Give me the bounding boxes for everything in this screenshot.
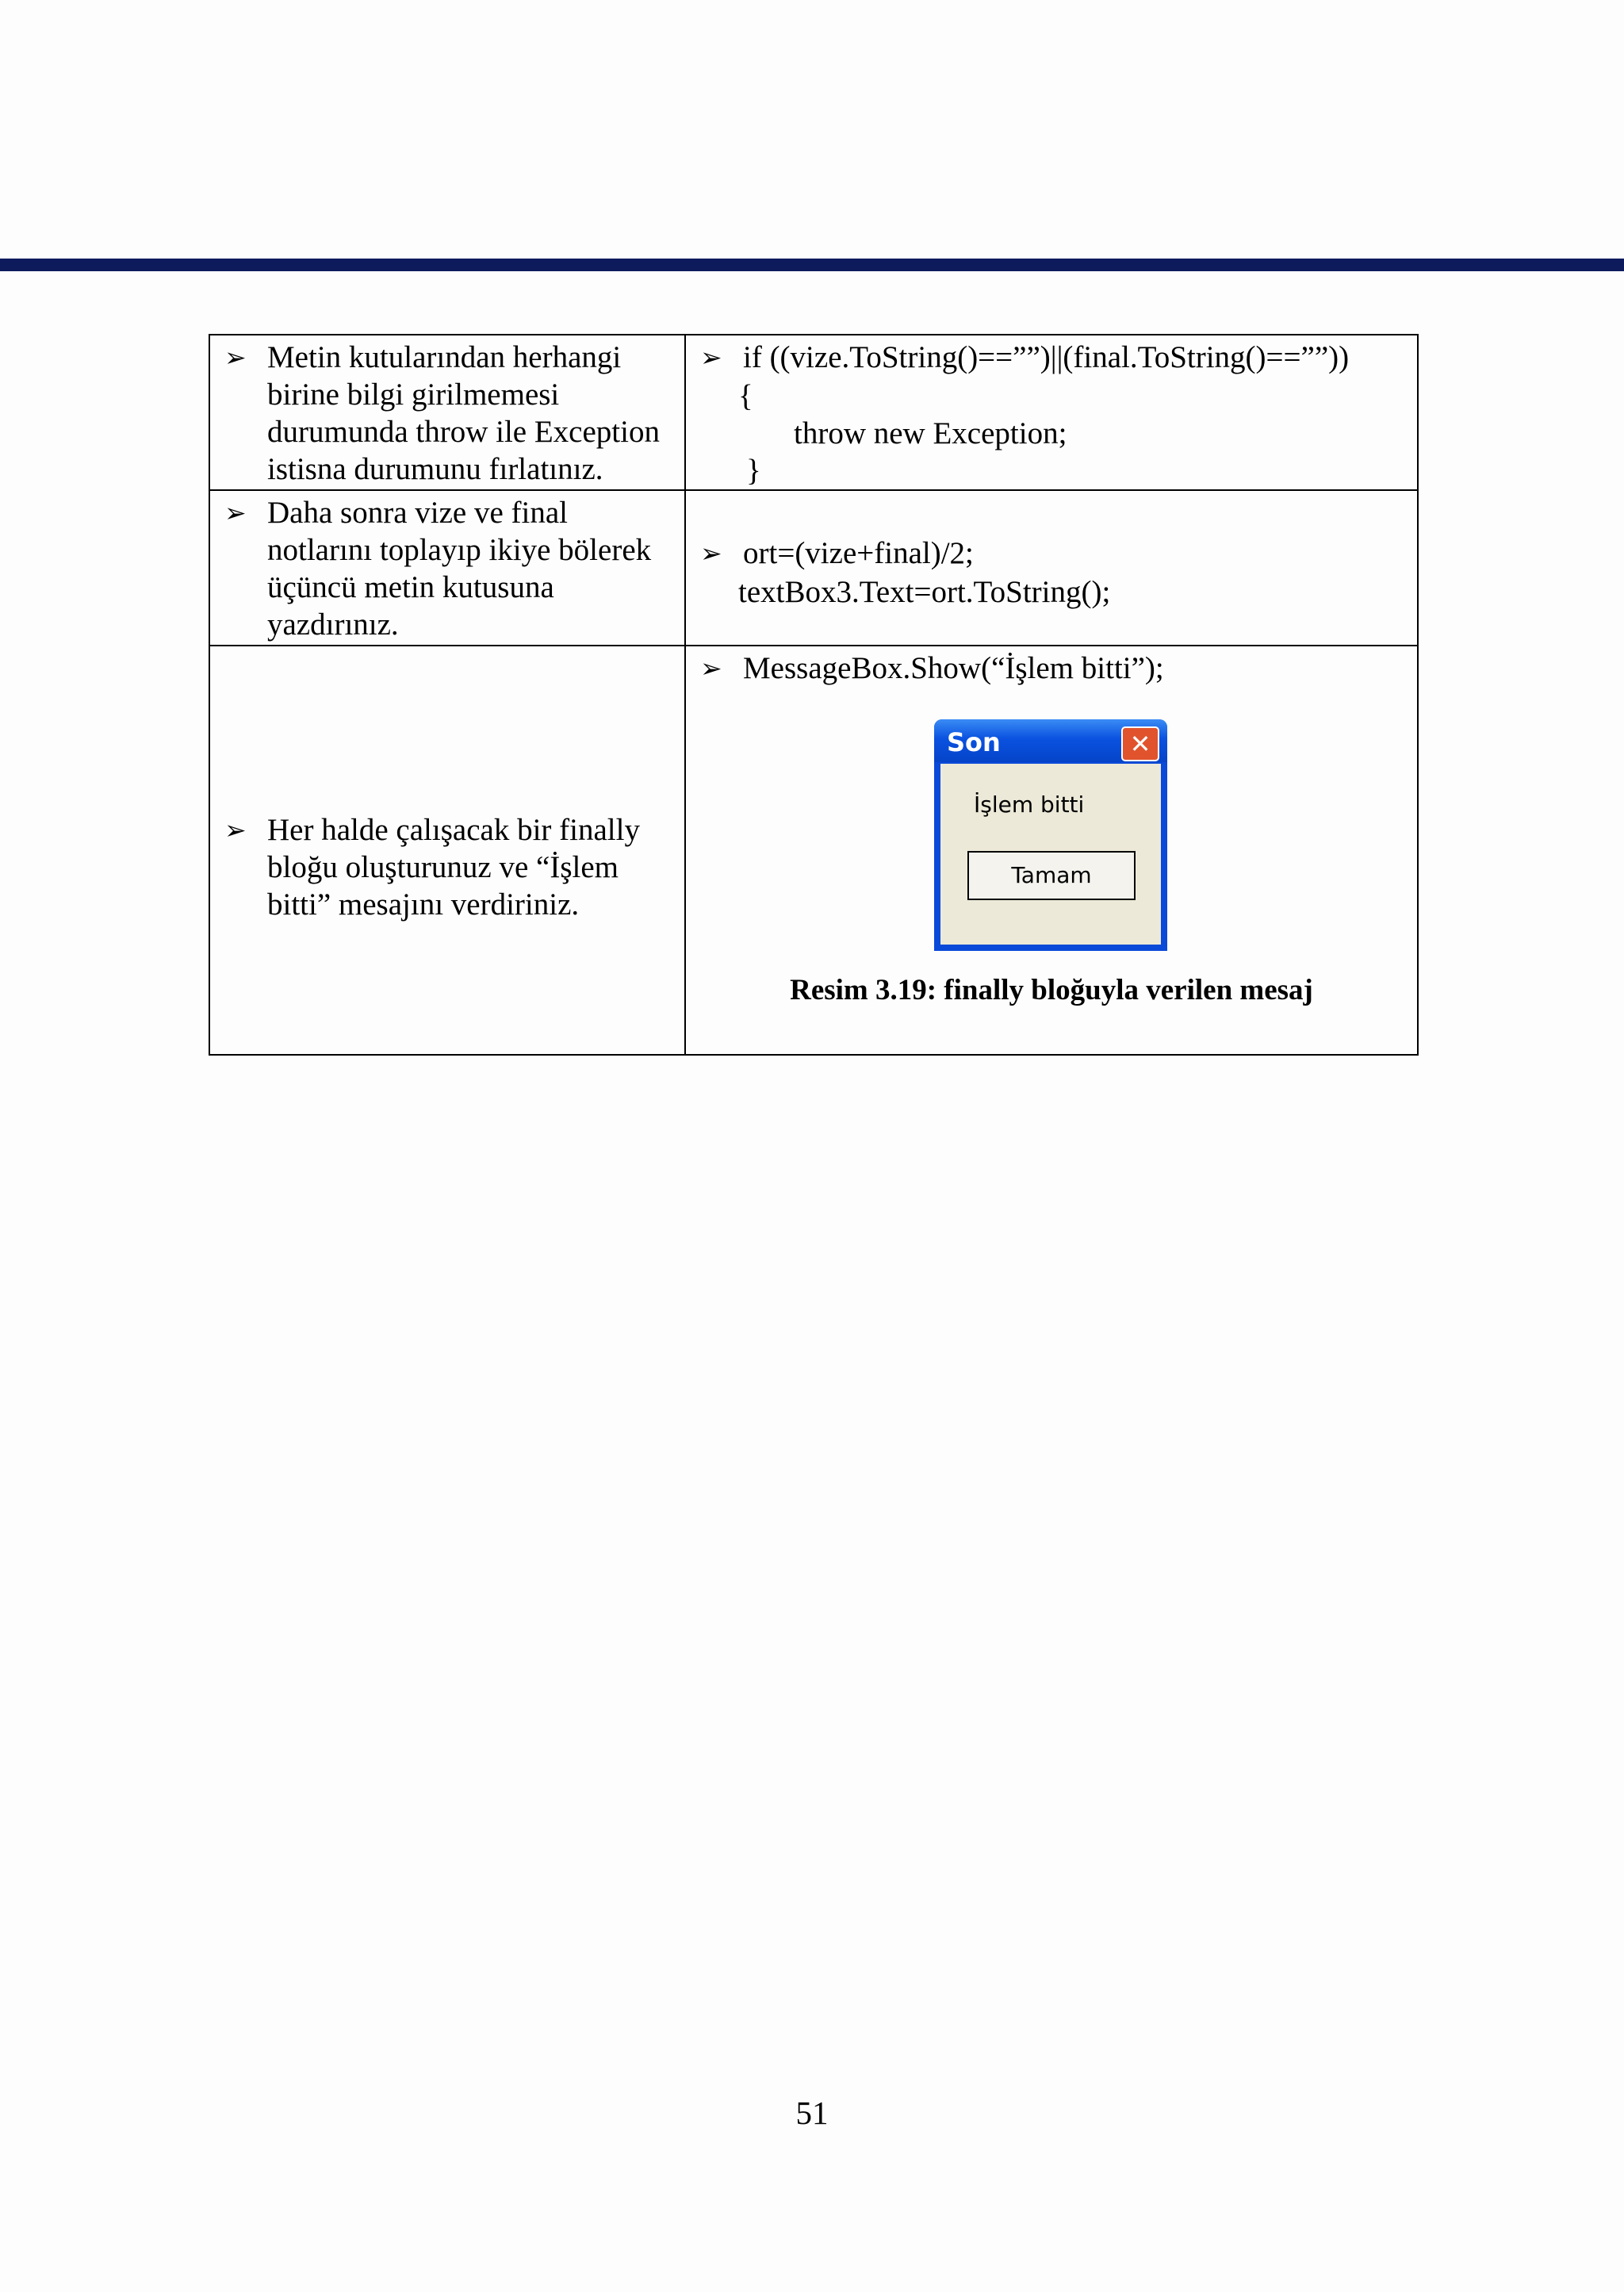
arrow-bullet-icon: ➢: [700, 342, 722, 373]
list-item: [210, 808, 684, 925]
page-number: 51: [795, 2095, 829, 2131]
list-item: [210, 491, 684, 645]
code-line: {: [738, 379, 753, 413]
instruction-cell: [209, 490, 685, 646]
dialog-message: İşlem bitti: [974, 791, 1085, 818]
ok-button[interactable]: Tamam: [967, 851, 1136, 900]
message-box-dialog: [934, 719, 1167, 951]
table-row: [209, 490, 1418, 646]
code-cell: [685, 646, 1418, 1055]
code-text: if ((vize.ToString()==””)||(final.ToString()==””)): [743, 340, 1350, 374]
table-row: [209, 335, 1418, 490]
table-row: [209, 646, 1418, 1055]
instruction-text: Her halde çalışacak bir finally bloğu oluşturunuz ve “İşlem bitti” mesajını verdiriniz.: [267, 812, 640, 922]
list-item: [686, 335, 1417, 378]
code-cell: [685, 335, 1418, 490]
header-rule: [0, 259, 1624, 271]
arrow-bullet-icon: ➢: [700, 653, 722, 684]
instruction-cell: [209, 335, 685, 490]
arrow-bullet-icon: ➢: [224, 497, 247, 528]
figure-caption: Resim 3.19: finally bloğuyla verilen mesaj: [790, 974, 1313, 1006]
code-text: MessageBox.Show(“İşlem bitti”);: [743, 651, 1164, 685]
code-text: ort=(vize+final)/2;: [743, 536, 974, 570]
instruction-text: Daha sonra vize ve final notlarını toplayıp ikiye bölerek üçüncü metin kutusuna yazdırınız.: [267, 496, 652, 642]
close-icon[interactable]: ✕: [1121, 726, 1159, 761]
list-item: [210, 335, 684, 489]
dialog-title: Son: [947, 727, 1001, 757]
instruction-text: Metin kutularından herhangi birine bilgi girilmemesi durumunda throw ile Exception istisna durumunu fırlatınız.: [267, 340, 660, 486]
arrow-bullet-icon: ➢: [224, 814, 247, 845]
dialog-titlebar: [934, 719, 1167, 762]
code-line: throw new Exception;: [794, 416, 1067, 450]
steps-table: [209, 334, 1419, 1056]
arrow-bullet-icon: ➢: [700, 538, 722, 569]
arrow-bullet-icon: ➢: [224, 342, 247, 373]
list-item: [686, 646, 1417, 688]
dialog-body: [940, 764, 1161, 945]
code-line: }: [746, 454, 761, 488]
list-item: [686, 531, 1417, 573]
code-cell: [685, 490, 1418, 646]
instruction-cell: [209, 646, 685, 1055]
code-line: textBox3.Text=ort.ToString();: [738, 575, 1111, 609]
